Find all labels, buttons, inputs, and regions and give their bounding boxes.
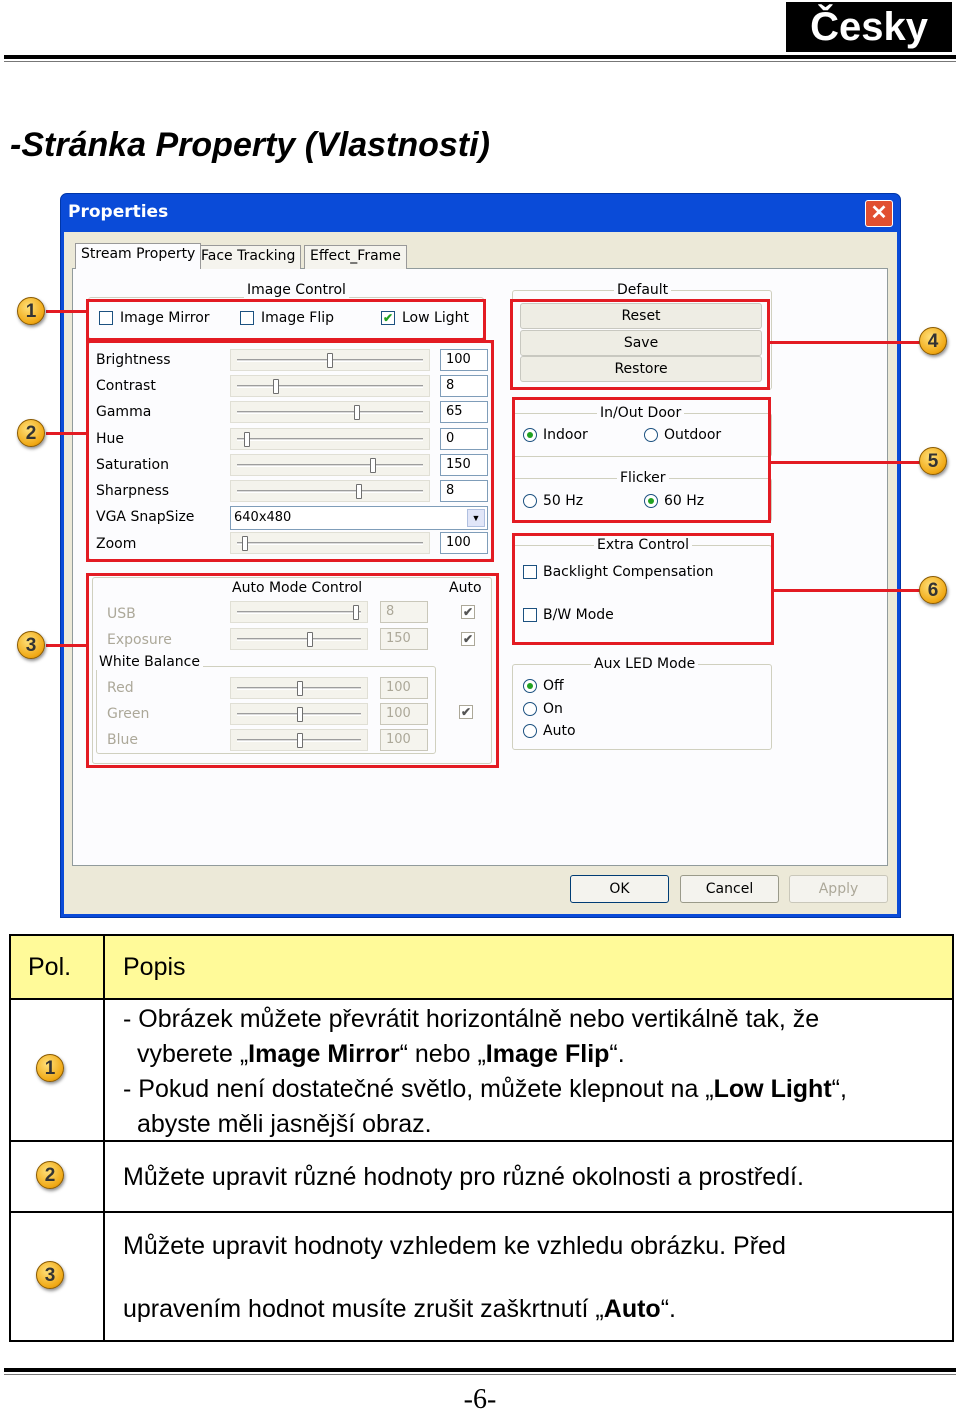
chevron-down-icon[interactable]: ▼ (467, 509, 485, 527)
table-header-pol: Pol. (28, 953, 72, 981)
callout-badge-1: 1 (17, 297, 45, 325)
green-label: Green (107, 706, 150, 722)
adjust-label-3: Hue (96, 431, 125, 447)
zoom-value[interactable]: 100 (440, 532, 488, 554)
aux-off-label: Off (543, 678, 564, 694)
adjust-value-2[interactable]: 65 (440, 401, 488, 423)
callout-badge-5: 5 (919, 447, 947, 475)
hz60-label: 60 Hz (664, 493, 705, 509)
adjust-value-0[interactable]: 100 (440, 349, 488, 371)
table-badge-1: 1 (36, 1054, 64, 1082)
adjust-value-5[interactable]: 8 (440, 480, 488, 502)
bw-mode-label: B/W Mode (543, 607, 614, 623)
image-mirror-label: Image Mirror (120, 310, 210, 326)
low-light-label: Low Light (402, 310, 469, 326)
callout-line-2 (46, 432, 88, 435)
save-button[interactable]: Save (520, 330, 762, 356)
green-value[interactable]: 100 (380, 703, 428, 725)
usb-label: USB (107, 606, 136, 622)
apply-button[interactable]: Apply (789, 875, 888, 903)
adjust-label-0: Brightness (96, 352, 171, 368)
annotation-box-2 (86, 340, 494, 562)
row1-line2: vyberete „Image Mirror“ nebo „Image Flip“. (137, 1040, 625, 1068)
blue-label: Blue (107, 732, 138, 748)
close-icon[interactable]: ✕ (865, 200, 893, 227)
ok-button[interactable]: OK (570, 875, 669, 903)
auto-mode-label: Auto Mode Control (229, 580, 365, 596)
adjust-label-2: Gamma (96, 404, 152, 420)
table-badge-2: 2 (36, 1161, 64, 1189)
annotation-box-1 (86, 299, 486, 341)
white-balance-auto-checkbox[interactable]: ✔ (460, 705, 472, 719)
inout-door-label: In/Out Door (597, 405, 684, 421)
tab-stream-property[interactable]: Stream Property (75, 243, 201, 269)
adjust-value-4[interactable]: 150 (440, 454, 488, 476)
aux-led-label: Aux LED Mode (591, 656, 698, 672)
adjust-label-1: Contrast (96, 378, 156, 394)
section-title: -Stránka Property (Vlastnosti) (10, 126, 490, 164)
callout-line-1 (46, 310, 88, 313)
outdoor-label: Outdoor (664, 427, 722, 443)
callout-badge-2: 2 (17, 419, 45, 447)
page-number: -6- (463, 1384, 497, 1415)
row3-line2: upravením hodnot musíte zrušit zaškrtnutí „Auto“. (123, 1295, 676, 1323)
callout-line-6 (774, 589, 920, 592)
flicker-label: Flicker (617, 470, 669, 486)
callout-line-5 (771, 461, 920, 464)
tab-effect-frame[interactable]: Effect_Frame (304, 245, 407, 269)
auto-column-label: Auto (446, 580, 485, 596)
tab-face-tracking[interactable]: Face Tracking (195, 245, 301, 269)
row1-line3: - Pokud není dostatečné světlo, můžete klepnout na „Low Light“, (123, 1075, 847, 1103)
red-value[interactable]: 100 (380, 677, 428, 699)
vga-snapsize-value: 640x480 (234, 510, 292, 525)
red-label: Red (107, 680, 134, 696)
table-badge-3: 3 (36, 1261, 64, 1289)
callout-line-4 (770, 341, 920, 344)
row3-line1: Můžete upravit hodnoty vzhledem ke vzhledu obrázku. Před (123, 1232, 786, 1260)
callout-badge-4: 4 (919, 327, 947, 355)
backlight-label: Backlight Compensation (543, 564, 714, 580)
low-light-checkbox[interactable]: ✔ (382, 311, 394, 325)
top-divider (4, 55, 956, 59)
default-label: Default (614, 282, 671, 298)
window-title: Properties (68, 202, 169, 222)
annotation-box-4 (510, 299, 770, 390)
table-row-divider-2 (9, 1211, 954, 1213)
cancel-button[interactable]: Cancel (680, 875, 779, 903)
reset-button[interactable]: Reset (520, 303, 762, 329)
white-balance-label: White Balance (96, 654, 203, 670)
adjust-label-5: Sharpness (96, 483, 170, 499)
callout-badge-3: 3 (17, 631, 45, 659)
hz50-label: 50 Hz (543, 493, 584, 509)
indoor-label: Indoor (543, 427, 588, 443)
adjust-value-3[interactable]: 0 (440, 428, 488, 450)
adjust-label-4: Saturation (96, 457, 169, 473)
annotation-box-6 (512, 533, 774, 645)
aux-on-label: On (543, 701, 563, 717)
exposure-auto-checkbox[interactable]: ✔ (462, 632, 474, 646)
annotation-box-5 (512, 397, 771, 523)
table-header-popis: Popis (123, 953, 186, 981)
row1-line1: - Obrázek můžete převrátit horizontálně nebo vertikálně tak, že (123, 1005, 820, 1033)
callout-line-3 (46, 644, 88, 647)
image-flip-label: Image Flip (261, 310, 335, 326)
extra-control-label: Extra Control (594, 537, 692, 553)
exposure-value[interactable]: 150 (380, 628, 428, 650)
aux-on-radio[interactable] (523, 702, 537, 716)
annotation-box-3 (86, 573, 499, 768)
bottom-divider-thin (4, 1374, 956, 1375)
row2-text: Můžete upravit různé hodnoty pro různé okolnosti a prostředí. (123, 1163, 804, 1191)
language-label: Česky (786, 2, 952, 52)
usb-value[interactable]: 8 (380, 601, 428, 623)
zoom-label: Zoom (96, 536, 137, 552)
table-column-divider (103, 934, 105, 1342)
exposure-label: Exposure (107, 632, 172, 648)
bottom-divider (4, 1368, 956, 1372)
top-divider-thin (4, 61, 956, 62)
restore-button[interactable]: Restore (520, 356, 762, 382)
aux-auto-label: Auto (543, 723, 576, 739)
usb-auto-checkbox[interactable]: ✔ (462, 605, 474, 619)
vga-snapsize-label: VGA SnapSize (96, 509, 195, 525)
row1-line4: abyste měli jasnější obraz. (137, 1110, 432, 1138)
adjust-value-1[interactable]: 8 (440, 375, 488, 397)
aux-auto-radio[interactable] (523, 724, 537, 738)
aux-off-radio[interactable] (523, 679, 537, 693)
callout-badge-6: 6 (919, 576, 947, 604)
image-control-label: Image Control (244, 282, 349, 298)
blue-value[interactable]: 100 (380, 729, 428, 751)
